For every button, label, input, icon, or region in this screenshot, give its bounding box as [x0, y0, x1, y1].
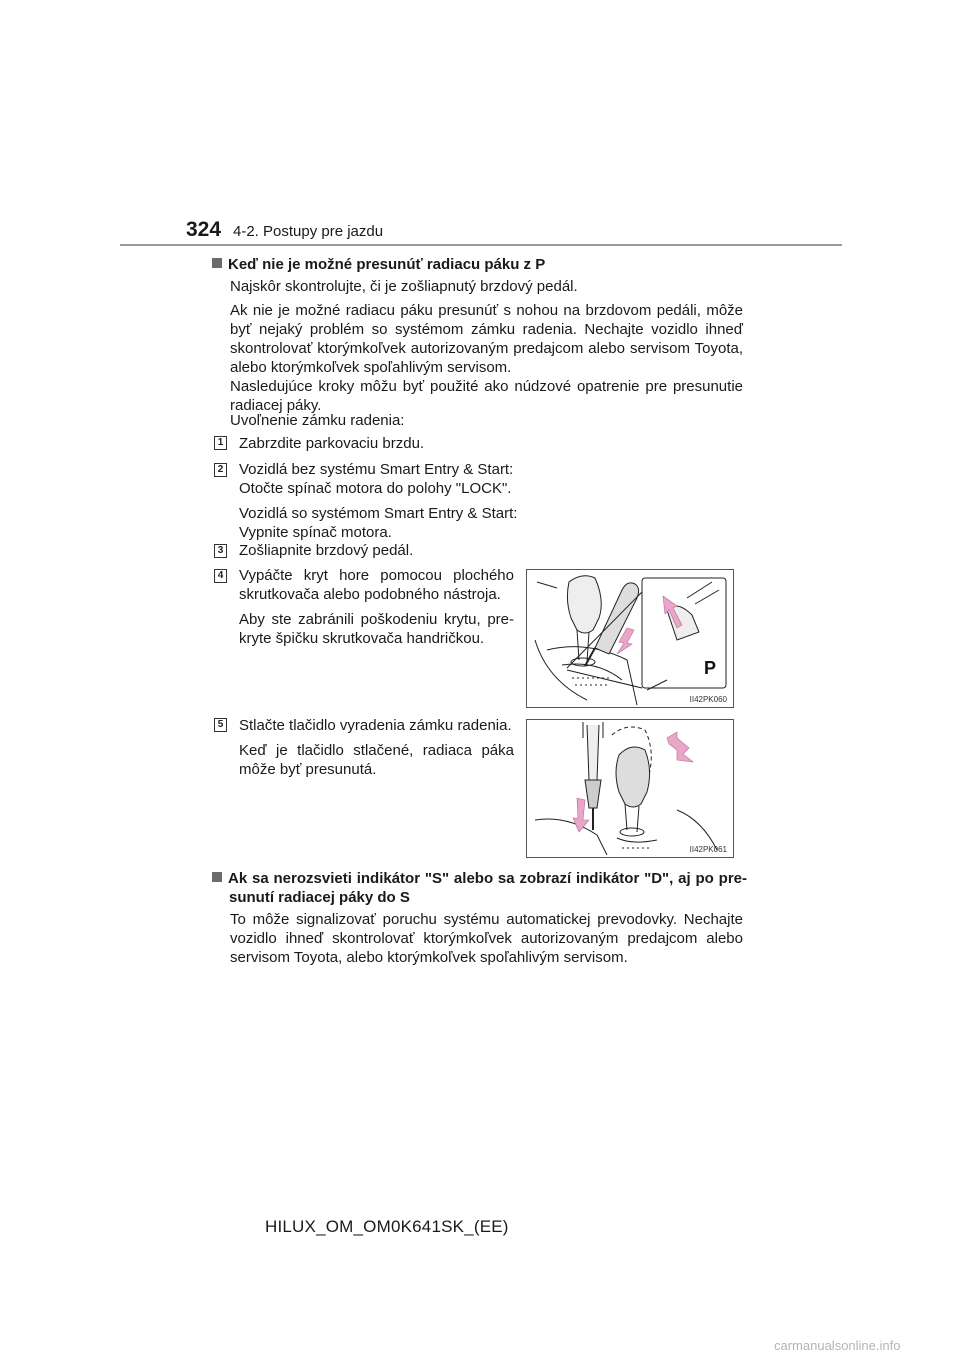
text-line: Ak nie je možné radiacu páku presunúť s nohou na brzdovom pedáli, môže: [230, 302, 743, 319]
shift-lock-release-illustration: [527, 720, 733, 857]
text-line: Keď je tlačidlo stlačené, radiaca páka: [239, 742, 514, 759]
step-number: 1: [214, 436, 227, 450]
section-title: 4-2. Postupy pre jazdu: [233, 223, 384, 240]
text-line: radiacej páky.: [230, 397, 322, 414]
text-line: môže byť presunutá.: [239, 761, 377, 778]
square-bullet-icon: [212, 258, 222, 268]
step-text: Zošliapnite brzdový pedál.: [239, 542, 414, 559]
document-code: HILUX_OM_OM0K641SK_(EE): [265, 1217, 509, 1236]
figure-shift-lock-release: [526, 719, 734, 858]
text-line: Vypnite spínač motora.: [239, 524, 392, 541]
paragraph: Najskôr skontrolujte, či je zošliapnutý brzdový pedál.: [230, 278, 578, 295]
paragraph: [230, 910, 743, 967]
step-text: [239, 566, 514, 648]
text-line: alebo ktorýmkoľvek spoľahlivým servisom.: [230, 359, 512, 376]
header-rule: [120, 244, 842, 246]
text-line: Vozidlá bez systému Smart Entry & Start:: [239, 461, 514, 478]
step-text: [239, 460, 517, 542]
paragraph: [230, 301, 743, 415]
text-line: skrutkovača alebo podobného nástroja.: [239, 586, 501, 603]
text-line: Otočte spínač motora do polohy "LOCK".: [239, 480, 512, 497]
text-line: Nasledujúce kroky môžu byť použité ako núdzové opatrenie pre presunutie: [230, 378, 743, 395]
paragraph: Uvoľnenie zámku radenia:: [230, 412, 405, 429]
text-line: Aby ste zabránili poškodeniu krytu, pre-: [239, 611, 514, 628]
text-line: Vypáčte kryt hore pomocou plochého: [239, 567, 514, 584]
section-heading-text: sunutí radiacej páky do S: [229, 889, 410, 906]
step-number: 3: [214, 544, 227, 558]
step-number: 5: [214, 718, 227, 732]
text-line: servisom Toyota, alebo ktorýmkoľvek spoľahlivým servisom.: [230, 949, 628, 966]
section-heading: [212, 255, 545, 274]
text-line: Stlačte tlačidlo vyradenia zámku radenia.: [239, 717, 512, 734]
text-line: To môže signalizovať poruchu systému automatickej prevodovky. Nechajte: [230, 911, 743, 928]
watermark: carmanualsonline.info: [774, 1338, 901, 1353]
fig-letter: P: [704, 658, 717, 678]
page-number: 324: [186, 218, 222, 241]
text-line: byť nejaký problém so systémom zámku radenia. Nechajte vozidlo ihneď: [230, 321, 743, 338]
text-line: Vozidlá so systémom Smart Entry & Start:: [239, 505, 518, 522]
step-text: [239, 716, 514, 779]
section-heading-text: Keď nie je možné presunúť radiacu páku z P: [228, 256, 546, 273]
figure-code: II42PK061: [689, 845, 727, 854]
shift-lever-cover-illustration: [527, 570, 733, 707]
text-line: skontrolovať ktorýmkoľvek autorizovaným predajcom alebo servisom Toyota,: [230, 340, 743, 357]
step-text: Zabrzdite parkovaciu brzdu.: [239, 435, 425, 452]
square-bullet-icon: [212, 872, 222, 882]
section-heading: [212, 869, 747, 907]
figure-code: II42PK060: [689, 695, 727, 704]
figure-lever-cover: [526, 569, 734, 708]
section-heading-text: Ak sa nerozsvieti indikátor "S" alebo sa zobrazí indikátor "D", aj po pre-: [228, 870, 747, 887]
step-number: 4: [214, 569, 227, 583]
text-line: kryte špičku skrutkovača handričkou.: [239, 630, 485, 647]
step-number: 2: [214, 463, 227, 477]
text-line: vozidlo ihneď skontrolovať ktorýmkoľvek autorizovaným predajcom alebo: [230, 930, 743, 947]
